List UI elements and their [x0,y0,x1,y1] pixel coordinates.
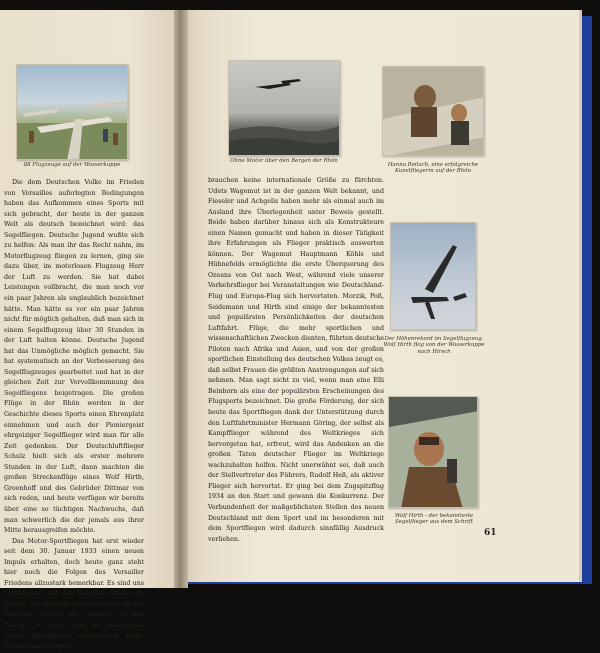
pilot-with-goggles-illustration [389,397,478,508]
photo-gliders-on-wasserkuppe [16,64,128,160]
right-photo-3-caption: Wolf Hirth - der bekannteste Segelflieger aus dem Schrift [394,513,474,526]
left-photo-caption: 88 Flugzeuge auf der Wasserkuppe [23,162,121,168]
book-gutter [174,10,188,588]
gliders-illustration [17,65,128,160]
photo-glider-in-sky [390,222,476,330]
pilot-portrait-illustration [383,67,484,156]
right-page-text [208,176,384,545]
left-page-text [4,178,144,653]
photo-glider-over-rhoen [228,60,340,156]
top-photo-caption: Ohne Motor über den Bergen der Rhön [230,158,338,164]
right-photo-2-caption: Der Höhenrekord im Segelflugzeug. Wolf Hirth flog von der Wasserkuppe nach Hirsch [383,336,485,355]
left-paragraph-2: Das Motor-Sportfliegen hat erst wieder seit dem 30. Januar 1933 einen neuen Impuls erhalten, doch heute ganz steht hier noch die Folgen des Versailler Friedens allzustark bemerkbar. Es sind uns vorbehalten, auf den Gebieten Großes zu leisten, die weniger Anforderungen an die Maschine stellen als vielmehr an den Piloten. So sind denn im besonderen unsere Kunstflieger unermüdlich: Udet, Fieseler und Achgelis [4,537,144,651]
photo-hanna-reitsch [382,66,484,156]
right-paragraph-1: brauchen keine internationale Größe zu fürchten. Udets Wagemut ist in der ganzen Welt bekannt, und Fieseler und Achgelis haben mehr als einmal auch im Ausland ihre Überlegenheit unter Beweis gestellt. Beide haben darüber hinaus sich als Konstrukteure einen Namen gemacht und haben in dieser Tätigkeit ihre Erfahrungen als Flieger praktisch auswerten können. Der Wagemut Hauptmann Köhls und Hühnefelds ermöglichte die erste Überquerung des Ozeans von Ost nach West, während viele unserer Verkehrsflieger bei Veranstaltungen wie Deutschland-Flug und Europa-Flug sich hervortaten. Morzik, Poß, Seidemann und Hirth sind einige der bekanntesten und populärsten Persönlichkeiten der deutschen Luftfahrt. Flüge, die mehr sportlichen und wissenschaftlichen Zwecken dienten, führten deutsche Piloten nach Afrika und Asien, und von der großen sportlichen Einstellung des deutschen Volkes zeugt es, daß selbst Frauen die größten Anstrengungen auf sich nehmen. Man sagt nicht zu viel, wenn man eine Elli Beinhorn als eine der populärsten Erscheinungen des Flugsports bezeichnet. Die große Förderung, der sich heute das Sportfliegen dank der Unterstützung durch den Luftfahrtminister Hermann Göring, der selbst als Kampfflieger während des Weltkrieges sich hervorgetan hat, erfreut, wird das Andenken an die großen Taten deutscher Flieger im Weltkriege wachzuhalten helfen. Nicht unerwähnt sei, daß auch der Stellvertreter des Führers, Rudolf Heß, als aktiver Flieger sich hervortat. Er ging bei dem Zugspitzflug 1934 an den Start und gewann die Konkurrenz. Der Verbundenheit der maßgeblichsten Stellen des neuen Deutschland mit dem Sport und im besonderen mit dem Sportfliegen wird dadurch sinnfällig Ausdruck verliehen. [208,177,384,543]
right-photo-1-caption: Hanna Reitsch, eine erfolgreiche Kunstfliegerin auf der Rhön [387,162,479,175]
glider-in-flight-illustration [391,223,476,330]
left-page [0,10,182,651]
right-page [178,10,582,582]
page-number: 61 [484,528,497,538]
photo-wolf-hirth [388,396,478,508]
left-paragraph-1: Die dem Deutschen Volke im Frieden von Versailles auferlegten Bedingungen haben das Aufkommen eines Sports mit sich gebracht, der heute in der ganzen Welt als deutsch bezeichnet wird: das Segelfliegen. Deutsche Jugend wußte sich zu helfen: Als man ihr das Recht nahm, im Motorflugzeug fliegen zu lernen, ging sie dazu über, im motorlosen Flugzeug Herr der Luft zu werden. Sie hat dabei Leistungen vollbracht, die man noch vor ein paar Jahren als unglaublich bezeichnet hätte. Man hätte es vor ein paar Jahren nicht für möglich gehalten, daß man sich in einem Segelflugzeug über 30 Stunden in der Luft halten könne. Deutsche Jugend hat das Unmögliche möglich gemacht. Sie hat systematisch an der Verbesserung des Segelflugzeuges gearbeitet und hat in der gleichen Zeit zur Vervollkommnung des Segelfliegens beigetragen. Die großen Flüge in der Rhön werden in der Geschichte dieses Sports einen Ehrenplatz einnehmen und auch der Pioniergeist ehrgeiziger Segelflieger wird man für alle Zeit gedenken. Der Deutschluftflieger Schulz hielt sich als erster mehrere Stunden in der Luft, dann machten die großen Streckenflüge eines Wolf Hirth, Groenhoff und des Gebrüder Dittmar von sich reden, und heute verfügen wir bereits über eine so tüchtigen Nachwuchs, daß man schwerlich die der jemals aus ihrer Mitte herausgreifen möchte. [4,179,144,535]
glider-silhouette [229,61,340,156]
